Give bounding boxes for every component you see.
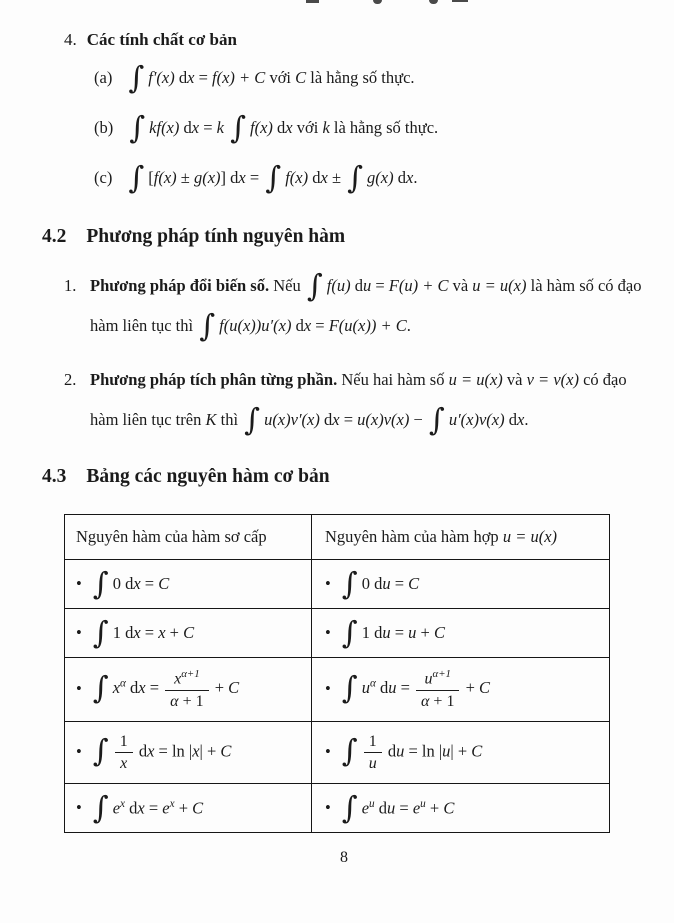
property-a: [94, 56, 648, 100]
integral-sign: ∫: [341, 791, 358, 827]
section-number: 4.3: [42, 466, 67, 487]
table-row: [65, 721, 609, 783]
formula: ∫ 1 dx = x + C: [92, 615, 195, 651]
section-4-2-heading: [42, 226, 648, 248]
method-number: 1.: [64, 276, 77, 295]
integral-sign: ∫: [128, 60, 145, 96]
property-label: (a): [94, 68, 113, 87]
table-cell: [65, 722, 311, 783]
integral-sign: ∫: [244, 402, 261, 438]
table-cell: [311, 609, 609, 657]
bullet-icon: •: [325, 742, 331, 762]
item-number: 4.: [64, 30, 77, 49]
bullet-icon: •: [76, 623, 82, 642]
integral-sign: ∫: [341, 734, 358, 770]
section-title: Phương pháp tính nguyên hàm: [86, 226, 346, 247]
bullet-icon: •: [325, 574, 331, 593]
integral-sign: ∫: [92, 615, 109, 651]
bullet-icon: •: [76, 679, 82, 699]
formula: ∫ 1 du = u + C: [341, 615, 445, 651]
page-number: 8: [340, 849, 348, 867]
table-row: [65, 783, 609, 832]
method-integration-by-parts: [64, 360, 648, 440]
integral-sign: ∫: [341, 615, 358, 651]
bullet-icon: •: [76, 574, 82, 593]
table-cell: [311, 560, 609, 608]
section-4-3-heading: [42, 466, 648, 488]
antiderivative-table: [64, 514, 610, 833]
property-label: (b): [94, 118, 114, 137]
integral-sign: ∫: [306, 268, 323, 304]
header-text: Nguyên hàm của hàm hợp u = u(x): [325, 527, 558, 546]
formula: ∫ $u^\alpha$ du = $\frac{u^{\alpha+1}}{\alpha + 1}$ + C: [341, 668, 491, 710]
table-cell: [65, 658, 311, 721]
bullet-icon: •: [76, 742, 82, 762]
integral-sign: ∫: [230, 110, 247, 146]
formula: ∫ 0 du = C: [341, 566, 420, 602]
table-cell: [65, 784, 311, 832]
property-label: (c): [94, 168, 113, 187]
property-c: [94, 156, 648, 200]
bullet-icon: •: [325, 679, 331, 699]
table-cell: [311, 658, 609, 721]
section-title: Bảng các nguyên hàm cơ bản: [86, 466, 330, 487]
bullet-icon: •: [325, 623, 331, 642]
formula: ∫ $x^\alpha$ dx = $\frac{x^{\alpha+1}}{\alpha + 1}$ + C: [92, 668, 240, 710]
method-number: 2.: [64, 370, 77, 389]
formula: ∫ $\frac{1}{u}$ du = ln |u| + C: [341, 732, 483, 772]
table-row: [65, 657, 609, 721]
integral-sign: ∫: [129, 110, 146, 146]
table-header-row: [65, 515, 609, 559]
property-b: [94, 106, 648, 150]
integral-sign: ∫: [199, 308, 216, 344]
integral-sign: ∫: [265, 160, 282, 196]
bullet-icon: •: [76, 798, 82, 818]
table-row: [65, 608, 609, 657]
table-header-composite: [311, 515, 609, 559]
remnant-mark: [306, 0, 319, 3]
integral-sign: ∫: [92, 791, 109, 827]
header-text: Nguyên hàm của hàm sơ cấp: [76, 527, 267, 546]
formula: ∫ [f(x) ± g(x)] dx = ∫ f(x) dx ± ∫ g(x) dx.: [128, 160, 418, 196]
formula: ∫ $e^u$ du = $e^u + C$: [341, 791, 455, 827]
formula: ∫ $\frac{1}{x}$ dx = ln |x| + C: [92, 732, 232, 772]
integral-sign: ∫: [341, 566, 358, 602]
formula: ∫ kf(x) dx = k ∫ f(x) dx với k là hằng số thực.: [129, 110, 439, 146]
method-text: Phương pháp đổi biến số. Nếu ∫ f(u) du = F(u) + C và u = u(x) là hàm số có đạo hàm liên tục thì ∫ f(u(x))u′(x) dx = F(u(x)) + C.: [90, 268, 642, 344]
table-cell: [65, 560, 311, 608]
method-text: Phương pháp tích phân từng phần. Nếu hai hàm số u = u(x) và v = v(x) có đạo hàm liên tục trên K thì ∫ u(x)v′(x) dx = u(x)v(x) − ∫ u′(x)v(x) dx.: [90, 370, 627, 438]
formula: ∫ 0 dx = C: [92, 566, 170, 602]
integral-sign: ∫: [92, 671, 109, 707]
table-cell: [311, 722, 609, 783]
table-cell: [311, 784, 609, 832]
integral-sign: ∫: [341, 671, 358, 707]
table-header-elementary: [65, 515, 311, 559]
integral-sign: ∫: [347, 160, 364, 196]
bullet-icon: •: [325, 798, 331, 818]
formula: ∫ $e^x$ dx = $e^x + C$: [92, 791, 204, 827]
formula: ∫ f′(x) dx = f(x) + C với C là hằng số thực.: [128, 60, 415, 96]
section-number: 4.2: [42, 226, 67, 247]
integral-sign: ∫: [128, 160, 145, 196]
method-substitution: [64, 266, 648, 346]
table-row: [65, 559, 609, 608]
remnant-mark: [452, 0, 468, 2]
section-title: Các tính chất cơ bản: [86, 30, 237, 49]
integral-sign: ∫: [428, 402, 445, 438]
table-cell: [65, 609, 311, 657]
basic-properties-heading: [64, 30, 648, 50]
integral-sign: ∫: [92, 734, 109, 770]
integral-sign: ∫: [92, 566, 109, 602]
